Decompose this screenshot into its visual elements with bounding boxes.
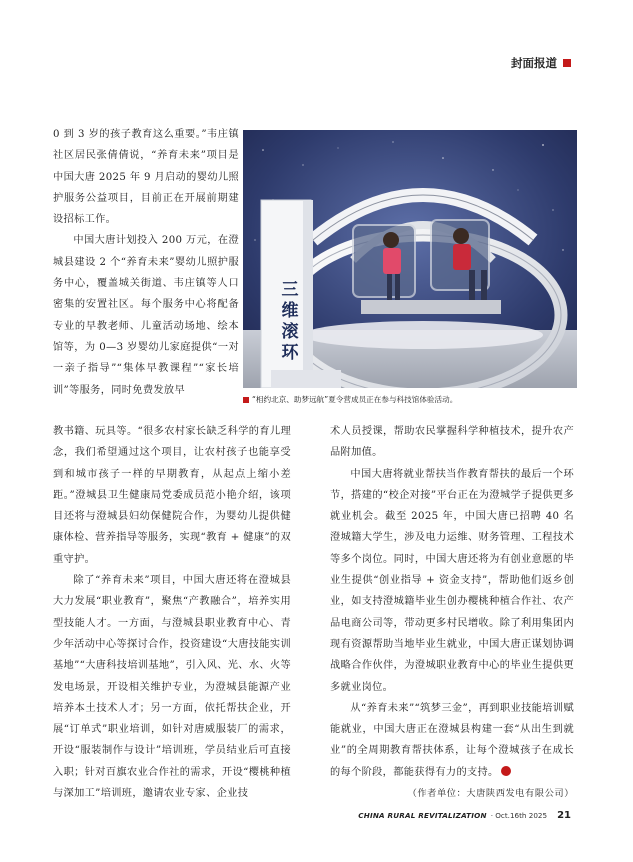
photo-caption — [243, 394, 577, 405]
section-label: 封面报道 — [511, 56, 557, 70]
article-column-left-top — [53, 124, 239, 401]
article-photo — [243, 130, 577, 388]
page-number: 21 — [557, 810, 571, 821]
paragraph: 除了“养育未来”项目，中国大唐还将在澄城县大力发展“职业教育”，聚焦“产教融合”，培养实用型技能人才。一方面，与澄城县职业教育中心、青少年活动中心等探讨合作，投资建设“大唐技能实训基地”“大唐科技培训基地”，引入风、光、水、火等发电场景，开设相关维护专业，为澄城县能源产业培养本土技术人才；另一方面，依托帮扶企业，开展“订单式”职业培训，如针对唐威服装厂的需求，开设“服装制作与设计”培训班，学员结业后可直接入职；针对百旗农业合作社的需求，开设“樱桃种植与深加工”培训班，邀请农业专家、企业技 — [53, 575, 291, 800]
section-marker-icon — [563, 59, 571, 67]
paragraph-final — [330, 698, 574, 783]
issue-date: · Oct.16th 2025 — [490, 811, 548, 820]
section-header — [511, 55, 571, 71]
caption-text: “相约北京、助梦远航”夏令营成员正在参与科技馆体验活动。 — [252, 395, 458, 404]
paragraph-final-text: 从“养育未来”“筑梦三金”，再到职业技能培训赋能就业，中国大唐正在澄城县构建一套“从出生到就业”的全周期教育帮扶体系，让每个澄城孩子在成长的每个阶段，都能获得有力的支持。 — [330, 702, 574, 778]
page-footer — [358, 810, 571, 821]
magazine-name: CHINA RURAL REVITALIZATION — [358, 811, 487, 820]
ride-sign — [275, 280, 305, 364]
paragraph: 0 到 3 岁的孩子教育这么重要。”韦庄镇社区居民张倩倩说，“养育未来”项目是中国大唐 2025 年 9 月启动的婴幼儿照护服务公益项目，目前正在开展前期建设招标工作。 — [53, 129, 239, 226]
author-affiliation: （作者单位：大唐陕西发电有限公司） — [407, 788, 574, 800]
ride-sign-text: 三维滚环 — [281, 280, 299, 363]
paragraph: 教书籍、玩具等。“很多农村家长缺乏科学的育儿理念，我们希望通过这个项目，让农村孩子也能享受到和城市孩子一样的早期教育，从起点上缩小差距。”澄城县卫生健康局党委成员范小艳介绍，该项目还将与澄城县妇幼保健院合作，为婴幼儿提供健康体检、营养指导等服务，实现“教育 + 健康”的双重守护。 — [53, 426, 291, 565]
article-column-right — [330, 421, 574, 804]
end-mark-icon — [501, 766, 511, 776]
paragraph: 中国大唐将就业帮扶当作教育帮扶的最后一个环节，搭建的“校企对接”平台正在为澄城学子提供更多就业机会。截至 2025 年，中国大唐已招聘 40 名澄城籍大学生，涉及电力运维、财务管理、工程技术等多个岗位。同时，中国大唐还将为有创业意愿的毕业生提供“创业指导 + 资金支持”，帮助他们返乡创业，如支持澄城籍毕业生创办樱桃种植合作社、农产品电商公司等，带动更多村民增收。除了利用集团内现有资源帮助当地毕业生就业，中国大唐正谋划协调战略合作伙伴，为澄城职业教育中心的毕业生提供更多就业岗位。 — [330, 468, 574, 693]
paragraph: 术人员授课，帮助农民掌握科学种植技术，提升农产品附加值。 — [330, 426, 574, 459]
paragraph: 中国大唐计划投入 200 万元，在澄城县建设 2 个“养育未来”婴幼儿照护服务中心，覆盖城关街道、韦庄镇等人口密集的安置社区。每个服务中心将配备专业的早教老师、儿童活动场地、绘本馆等，为 0—3 岁婴幼儿家庭提供“一对一亲子指导”“集体早教课程”“家长培训”等服务，同时免费发放早 — [53, 235, 239, 396]
caption-marker-icon — [243, 397, 249, 403]
article-column-left-bottom — [53, 421, 291, 804]
